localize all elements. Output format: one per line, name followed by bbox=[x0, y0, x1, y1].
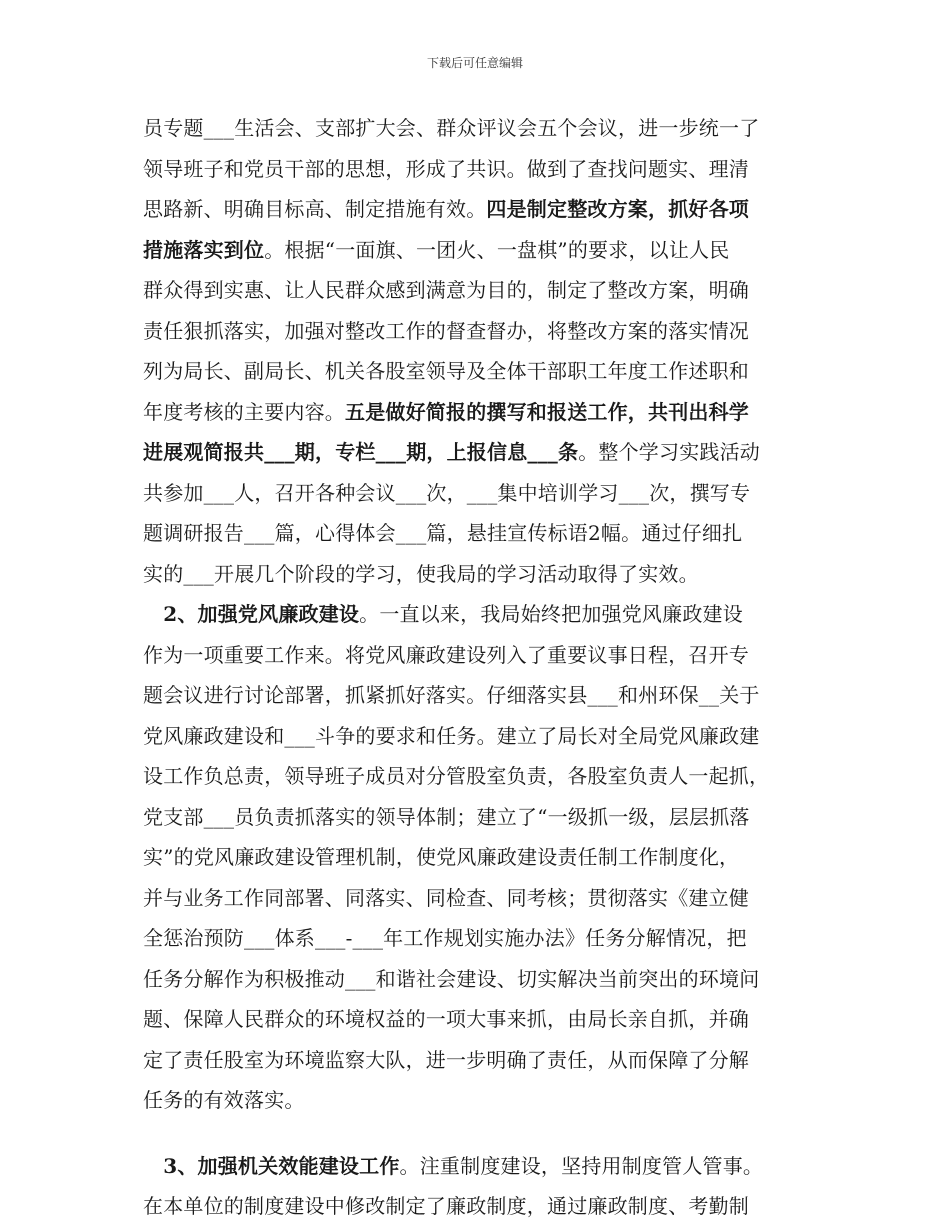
text-run: 作为一项重要工作来。将党风廉政建设列入了重要议事日程，召开专 bbox=[143, 642, 749, 667]
page-header: 下载后可任意编辑 bbox=[426, 56, 523, 70]
bold-text-run: 2、加强党风廉政建设 bbox=[143, 602, 360, 626]
text-run: 。注重制度建设，坚持用制度管人管事。 bbox=[399, 1153, 764, 1178]
text-line bbox=[143, 270, 823, 311]
text-line bbox=[143, 959, 823, 1000]
text-line bbox=[143, 1040, 823, 1081]
text-line bbox=[143, 311, 823, 352]
text-run: 党风廉政建设和___斗争的要求和任务。建立了局长对全局党风廉政建 bbox=[143, 723, 760, 748]
text-line bbox=[143, 716, 823, 757]
bold-text-run: 3、加强机关效能建设工作 bbox=[143, 1153, 400, 1178]
text-run: 责任狠抓落实，加强对整改工作的督查督办，将整改方案的落实情况 bbox=[143, 318, 749, 343]
bold-text-run: 四是制定整改方案，抓好各项 bbox=[486, 197, 750, 221]
text-run: 题调研报告___篇，心得体会___篇，悬挂宣传标语2幅。通过仔细扎 bbox=[143, 521, 743, 545]
text-line bbox=[143, 554, 823, 595]
text-line bbox=[143, 1186, 823, 1227]
text-run: 共参加___人，召开各种会议___次，___集中培训学习___次，撰写专 bbox=[143, 480, 751, 505]
text-run: 题、保障人民群众的环境权益的一项大事来抓，由局长亲自抓，并确 bbox=[143, 1007, 749, 1031]
text-line bbox=[143, 594, 823, 635]
text-line bbox=[143, 999, 823, 1040]
text-line bbox=[143, 473, 823, 514]
text-line bbox=[143, 1146, 823, 1187]
text-line bbox=[143, 878, 823, 919]
text-line bbox=[143, 675, 823, 716]
text-run: 。一直以来，我局始终把加强党风廉政建设 bbox=[359, 602, 743, 626]
text-line bbox=[143, 1080, 823, 1121]
text-line bbox=[143, 797, 823, 838]
text-line bbox=[143, 635, 823, 676]
paragraph-gap bbox=[143, 1121, 823, 1146]
text-run: 列为局长、副局长、机关各股室领导及全体干部职工年度工作述职和 bbox=[143, 359, 749, 383]
text-line bbox=[143, 189, 823, 230]
text-run: 全惩治预防___体系___-___年工作规划实施办法》任务分解情况，把 bbox=[143, 926, 747, 950]
text-run: 设工作负总责，领导班子成员对分管股室负责，各股室负责人一起抓， bbox=[143, 764, 770, 788]
text-run: 领导班子和党员干部的思想，形成了共识。做到了查找问题实、理清 bbox=[143, 156, 749, 181]
text-line bbox=[143, 230, 823, 271]
text-line bbox=[143, 513, 823, 554]
text-run: 群众得到实惠、让人民群众感到满意为目的，制定了整改方案，明确 bbox=[143, 278, 749, 302]
bold-text-run: 五是做好简报的撰写和报送工作，共刊出科学 bbox=[345, 399, 749, 424]
text-run: 定了责任股室为环境监察大队，进一步明确了责任，从而保障了分解 bbox=[143, 1047, 749, 1072]
text-run: 题会议进行讨论部署，抓紧抓好落实。仔细落实县___和州环保__关于 bbox=[143, 683, 760, 707]
text-run: 党支部___员负责抓落实的领导体制；建立了“一级抓一级，层层抓落 bbox=[143, 804, 750, 829]
text-run: 并与业务工作同部署、同落实、同检查、同考核；贯彻落实《建立健 bbox=[143, 885, 749, 910]
text-run: 。整个学习实践活动 bbox=[578, 440, 761, 464]
text-run: 任务分解作为积极推动___和谐社会建设、切实解决当前突出的环境问 bbox=[143, 966, 760, 991]
text-run: 。根据“一面旗、一团火、一盘棋”的要求，以让人民 bbox=[264, 237, 730, 262]
text-run: 在本单位的制度建设中修改制定了廉政制度，通过廉政制度、考勤制 bbox=[143, 1194, 749, 1218]
text-line bbox=[143, 108, 823, 149]
text-run: 实”的党风廉政建设管理机制，使党风廉政建设责任制工作制度化， bbox=[143, 845, 740, 869]
text-run: 实的___开展几个阶段的学习，使我局的学习活动取得了实效。 bbox=[143, 561, 699, 586]
bold-text-run: 进展观简报共___期，专栏___期，上报信息___条 bbox=[143, 440, 579, 464]
text-run: 年度考核的主要内容。 bbox=[143, 399, 345, 424]
text-line bbox=[143, 837, 823, 878]
text-line bbox=[143, 918, 823, 959]
text-line bbox=[143, 432, 823, 473]
text-run: 员专题___生活会、支部扩大会、群众评议会五个会议，进一步统一了 bbox=[143, 116, 760, 140]
text-line bbox=[143, 149, 823, 190]
text-run: 思路新、明确目标高、制定措施有效。 bbox=[143, 197, 487, 221]
text-line bbox=[143, 392, 823, 433]
document-body bbox=[143, 108, 823, 1227]
bold-text-run: 措施落实到位 bbox=[143, 237, 265, 262]
text-run: 任务的有效落实。 bbox=[143, 1088, 305, 1112]
text-line bbox=[143, 351, 823, 392]
text-line bbox=[143, 756, 823, 797]
